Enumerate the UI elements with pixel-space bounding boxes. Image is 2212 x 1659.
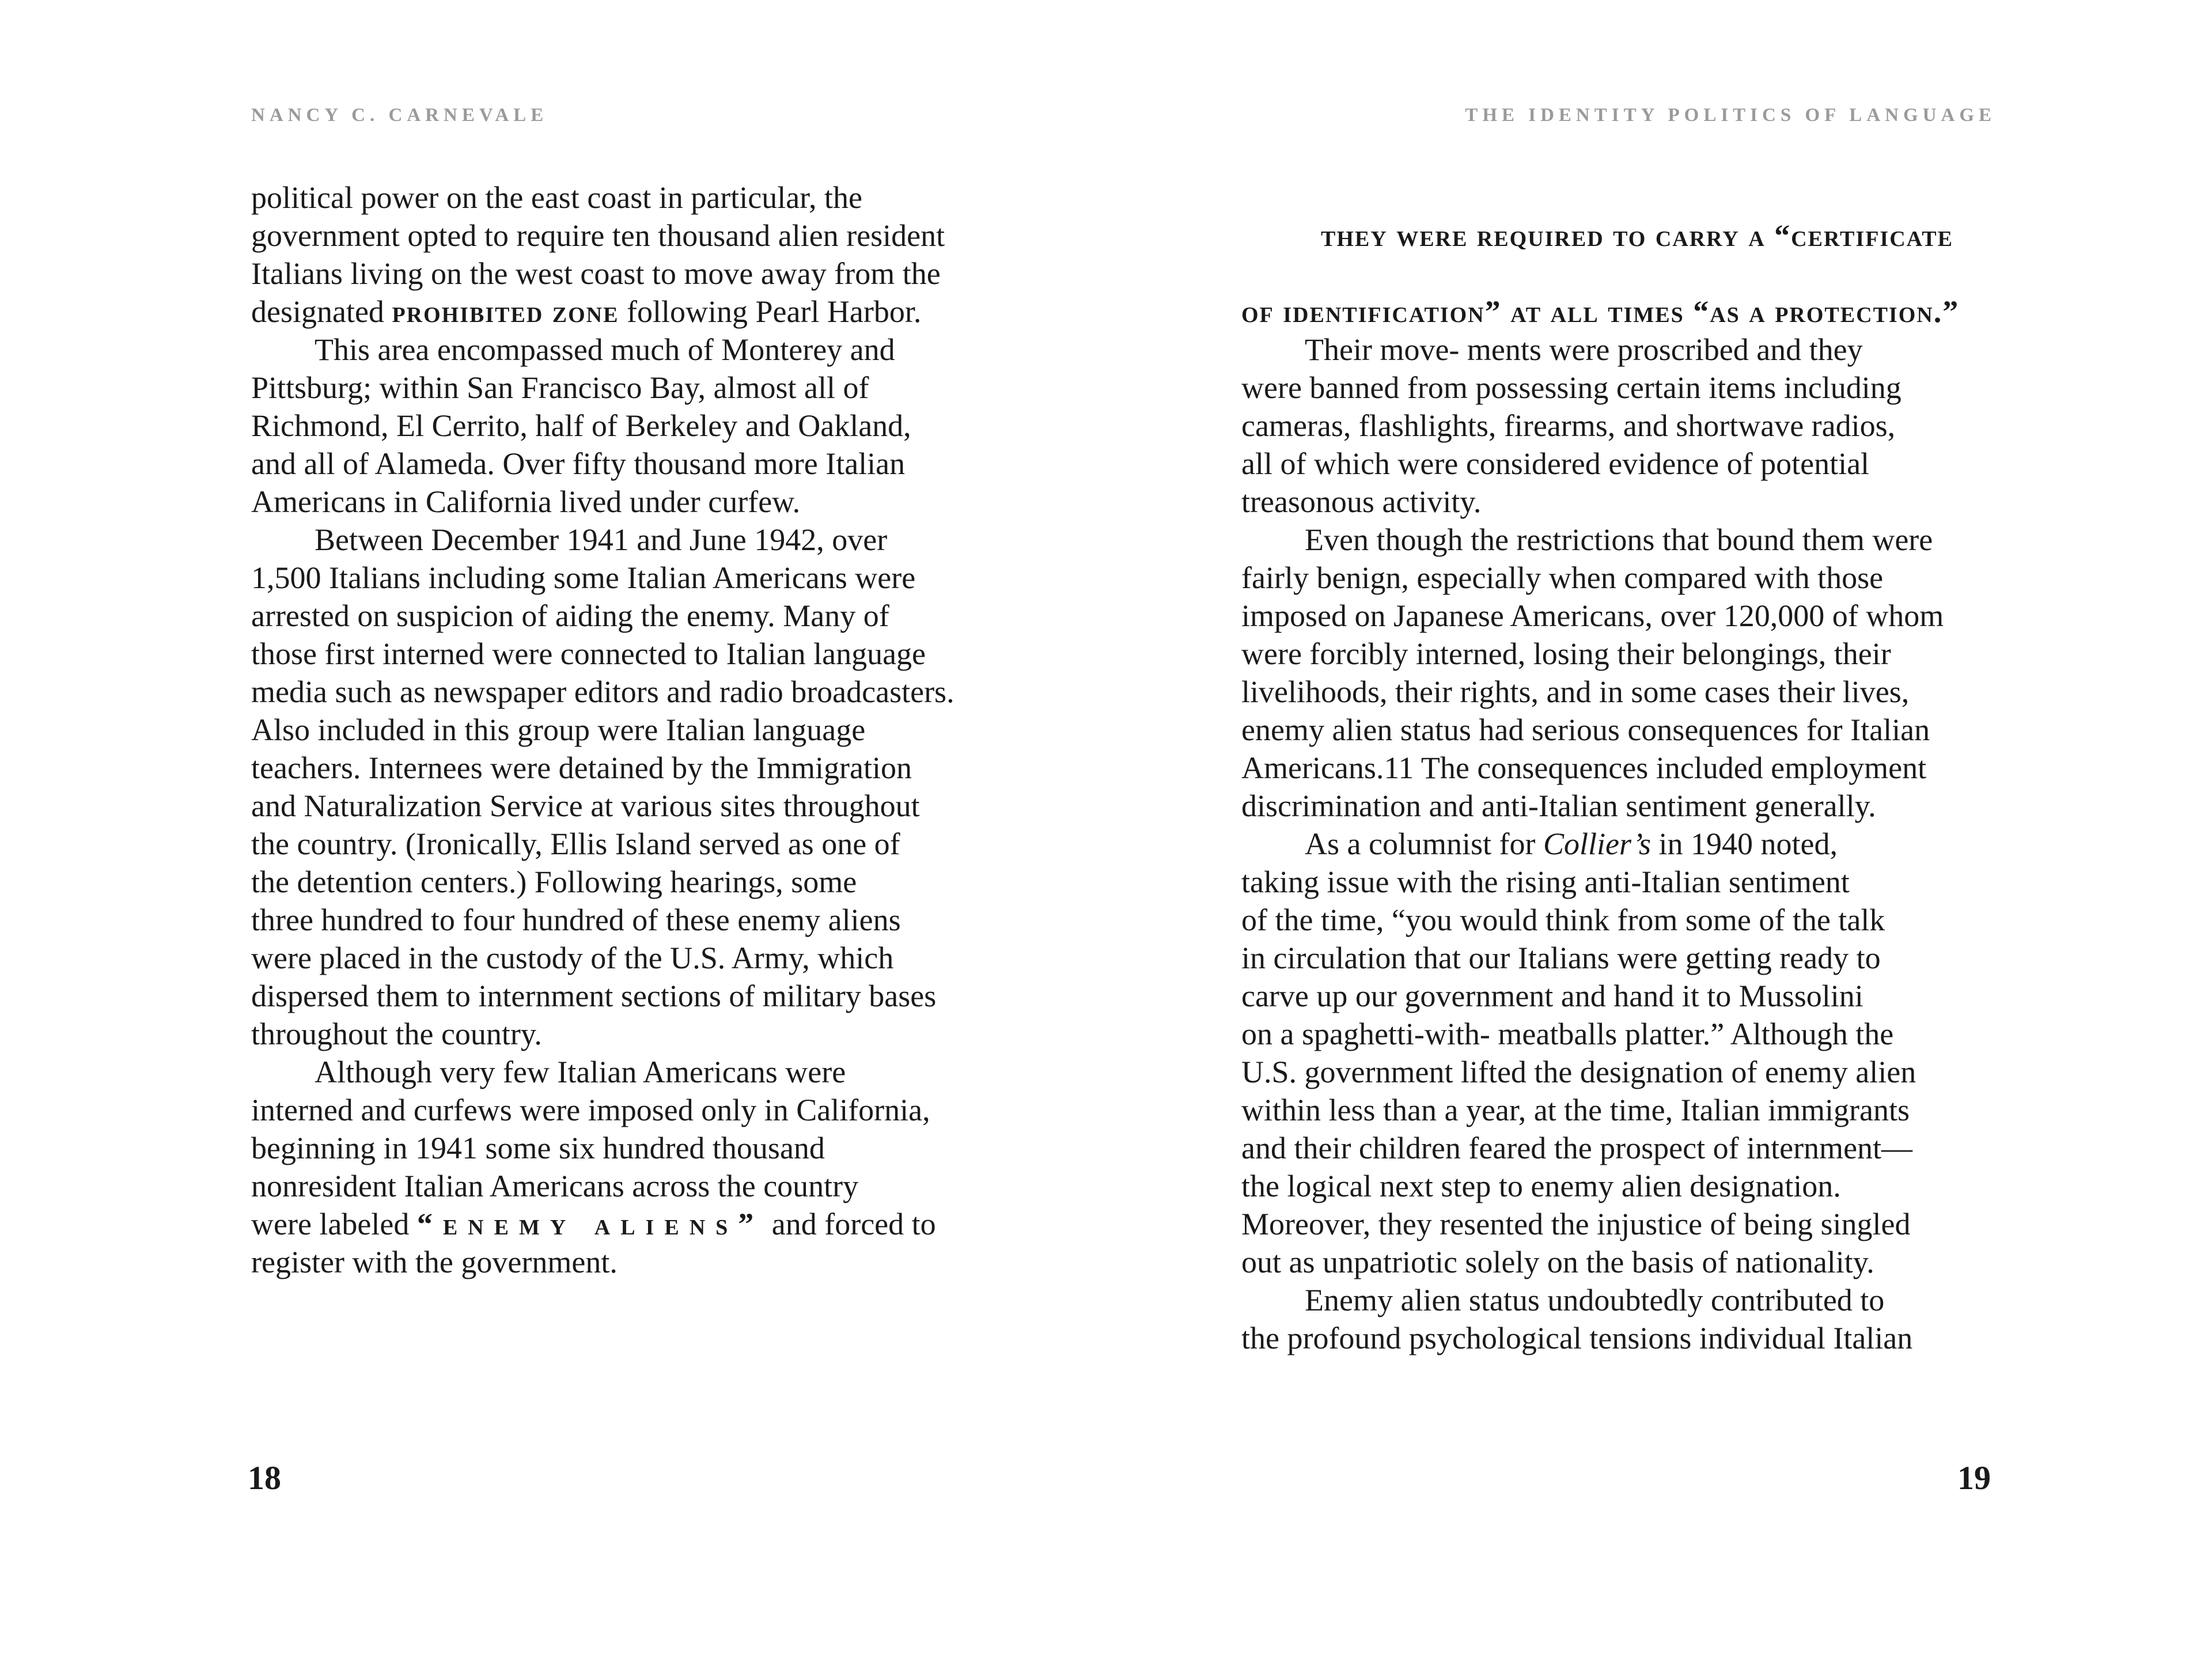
pull-quote-line-1: they were required to carry a “certificate xyxy=(1321,218,1953,253)
left-paragraph-1 xyxy=(251,179,1012,331)
left-paragraph-1-text-a: political power on the east coast in particular, the government opted to require ten thousand alien resident Italians living on the west coast to move away from the designated xyxy=(251,180,945,329)
colliers-title: Collier’s xyxy=(1543,827,1652,861)
right-page-text xyxy=(1241,179,2005,1357)
page-number-left: 18 xyxy=(248,1459,281,1497)
right-paragraph-3 xyxy=(1241,825,2005,1281)
left-paragraph-2: This area encompassed much of Monterey and Pittsburg; within San Francisco Bay, almost all of Richmond, El Cerrito, half of Berkeley and Oakland, and all of Alameda. Over fifty thousand more Italian Americans in California lived under curfew. xyxy=(251,332,911,519)
pull-quote-line-2: of identification” at all times “as a protection.” xyxy=(1241,294,1960,329)
left-page-text xyxy=(251,179,1012,1281)
right-paragraph-3-text-b: in 1940 noted, taking issue with the rising anti-Italian sentiment of the time, “you would think from some of the talk in circulation that our Italians were getting ready to carve up our government and hand it to Mussolini on a spaghetti-with- meatballs platter.” Although the U.S. government lifted the designation of enemy alien within less than a year, at the time, Italian immigrants and their children feared the prospect of internment— the logical next step to enemy alien designation. Moreover, they resented the injustice of being singled out as unpatriotic solely on the basis of nationality. xyxy=(1241,827,1916,1279)
right-paragraph-1: Their move- ments were proscribed and they were banned from possessing certain items including cameras, flashlights, firearms, and shortwave radios, all of which were considered evidence of potential treasonous activity. xyxy=(1241,332,1902,519)
running-head-right: THE IDENTITY POLITICS OF LANGUAGE xyxy=(1465,105,1996,126)
prohibited-zone-emphasis: prohibited zone xyxy=(392,294,619,329)
left-paragraph-4-text-b: and forced to register with the government. xyxy=(251,1207,936,1279)
enemy-aliens-emphasis: “enemy aliens” xyxy=(416,1207,764,1241)
running-head-left: NANCY C. CARNEVALE xyxy=(251,105,548,126)
right-paragraph-2: Even though the restrictions that bound them were fairly benign, especially when compared with those imposed on Japanese Americans, over 120,000 of whom were forcibly interned, losing their belongings, their livelihoods, their rights, and in some cases their lives, enemy alien status had serious consequences for Italian Americans.11 The consequences included employment discrimination and anti-Italian sentiment generally. xyxy=(1241,522,1944,823)
left-paragraph-3: Between December 1941 and June 1942, over 1,500 Italians including some Italian Americans were arrested on suspicion of aiding the enemy. Many of those first interned were connected to Italian language media such as newspaper editors and radio broadcasters. Also included in this group were Italian language teachers. Internees were detained by the Immigration and Naturalization Service at various sites throughout the country. (Ironically, Ellis Island served as one of the detention centers.) Following hearings, some three hundred to four hundred of these enemy aliens were placed in the custody of the U.S. Army, which dispersed them to internment sections of military bases throughout the country. xyxy=(251,522,955,1051)
right-paragraph-4: Enemy alien status undoubtedly contributed to the profound psychological tensions individual Italian xyxy=(1241,1283,1913,1355)
right-paragraph-3-text-a: As a columnist for xyxy=(1305,827,1543,861)
pull-quote xyxy=(1241,179,2005,331)
left-paragraph-1-text-b: following Pearl Harbor. xyxy=(619,294,922,329)
left-paragraph-4 xyxy=(251,1053,1012,1281)
left-paragraph-4-text-a: Although very few Italian Americans were interned and curfews were imposed only in California, beginning in 1941 some six hundred thousand nonresident Italian Americans across the country were labeled xyxy=(251,1055,930,1241)
page-number-right: 19 xyxy=(1957,1459,1991,1497)
